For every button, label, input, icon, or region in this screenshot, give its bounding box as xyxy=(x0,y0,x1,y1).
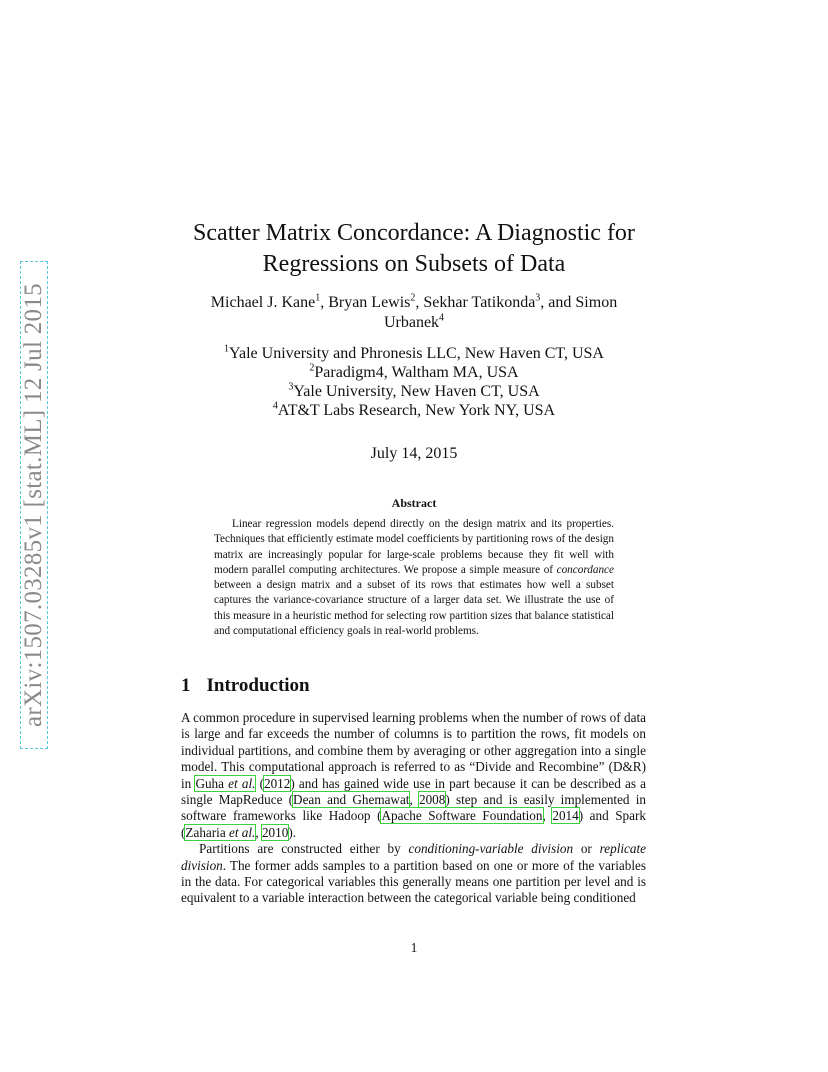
affiliation-line xyxy=(150,401,678,420)
citation-etal: et al. xyxy=(228,775,256,791)
title-line-1: Scatter Matrix Concordance: A Diagnostic for xyxy=(193,220,635,246)
paragraph-text: ) and has gained wide use in part because it can be described as a single MapReduce ( xyxy=(181,775,646,808)
author-separator: , xyxy=(320,294,329,311)
arxiv-stamp[interactable] xyxy=(21,262,47,748)
paragraph xyxy=(181,841,646,907)
abstract-text: Linear regression models depend directly on the design matrix and its properties. Techniques that efficiently estimate model coefficients by partitioning rows of the design matrix are increasingly popular for large-scale problems because they fit well with modern parallel computing architectures. We propose a simple measure of xyxy=(214,518,614,576)
affiliation-number: 1 xyxy=(224,343,230,355)
paragraph-text: or xyxy=(573,841,600,857)
author-affiliation-mark: 4 xyxy=(439,312,445,324)
affiliation-text: Yale University and Phronesis LLC, New Haven CT, USA xyxy=(229,345,604,362)
affiliation-line xyxy=(150,382,678,401)
author-separator: , and xyxy=(540,294,576,311)
paragraph-text: ) step and is easily implemented in software frameworks like Hadoop ( xyxy=(181,792,646,824)
abstract-body xyxy=(214,517,614,639)
affiliation-text: AT&T Labs Research, New York NY, USA xyxy=(277,402,556,419)
paragraph-text: ( xyxy=(255,775,264,791)
author-affiliation-mark: 2 xyxy=(410,292,416,304)
citation-year-link-guha[interactable]: 2012 xyxy=(263,775,291,791)
introduction-body xyxy=(181,710,646,907)
paragraph-text: , xyxy=(255,824,262,840)
affiliation-list xyxy=(150,344,678,420)
paragraph-text: , xyxy=(409,792,419,808)
title-line-2: Regressions on Subsets of Data xyxy=(262,251,566,277)
citation-year-link-apache[interactable]: 2014 xyxy=(552,808,579,824)
author-name: Sekhar Tatikonda xyxy=(423,294,536,311)
abstract-text: between a design matrix and a subset of its rows that estimates how well a subset captures the variance-covariance structure of a larger data set. We illustrate the use of this measure in a heuristic method for selecting row partition sizes that balance statistical and computational efficiency goals in real-world problems. xyxy=(214,579,614,638)
paragraph xyxy=(181,710,646,841)
abstract-emphasis: concordance xyxy=(556,563,614,576)
section-heading xyxy=(181,675,310,697)
arxiv-stamp-text: arXiv:1507.03285v1 [stat.ML] 12 Jul 2015 xyxy=(20,283,48,727)
paper-date: July 14, 2015 xyxy=(370,445,458,462)
paragraph-text: , xyxy=(542,808,553,824)
section-number: 1 xyxy=(181,675,191,696)
citation-link-dean-ghemawat[interactable]: Dean and Ghemawat xyxy=(293,792,410,808)
paragraph-text: ). xyxy=(288,824,297,840)
citation-year-link-zaharia[interactable]: 2010 xyxy=(261,824,289,840)
paragraph-text: . The former adds samples to a partition based on one or more of the variables in the data. For categorical variables this generally means one partition per level and is equivalent to a variable interaction between the categorical variable being conditioned xyxy=(181,857,646,906)
citation-link-apache[interactable]: Apache Software Foundation xyxy=(381,808,543,824)
affiliation-number: 3 xyxy=(288,381,294,393)
citation-year-link-dean-ghemawat[interactable]: 2008 xyxy=(418,792,446,808)
citation-author: Zaharia xyxy=(185,824,229,840)
affiliation-line xyxy=(150,363,678,382)
section-title: Introduction xyxy=(206,675,310,696)
affiliation-text: Paradigm4, Waltham MA, USA xyxy=(314,364,519,381)
paragraph-text: A common procedure in supervised learning problems when the number of rows of data is large and far exceeds the number of columns is to partition the rows, fit models on individual partitions, and combine them by averaging or other aggregation into a single model. This computational approach is referred to as “Divide and Recombine” (D&R) in xyxy=(181,710,646,791)
author-affiliation-mark: 3 xyxy=(535,292,541,304)
page-number: 1 xyxy=(410,940,418,955)
abstract-heading: Abstract xyxy=(391,496,437,510)
paragraph-emphasis: replicate division xyxy=(181,841,646,873)
affiliation-line xyxy=(150,344,678,363)
paper-title xyxy=(150,218,678,280)
paragraph-emphasis: conditioning-variable division xyxy=(408,841,574,857)
author-list xyxy=(190,293,638,333)
affiliation-number: 2 xyxy=(309,362,315,374)
author-name: Michael J. Kane xyxy=(210,294,316,311)
author-separator: , xyxy=(415,294,424,311)
author-name: Simon Urbanek xyxy=(383,294,618,331)
paragraph-text: Partitions are constructed either by xyxy=(199,841,409,857)
affiliation-text: Yale University, New Haven CT, USA xyxy=(293,383,540,400)
paragraph-text: ) and Spark ( xyxy=(181,808,646,840)
citation-link-zaharia[interactable] xyxy=(185,825,255,840)
author-affiliation-mark: 1 xyxy=(315,292,321,304)
affiliation-number: 4 xyxy=(272,400,278,412)
citation-author: Guha xyxy=(195,775,229,791)
citation-etal: et al. xyxy=(228,824,256,840)
citation-link-guha[interactable] xyxy=(195,776,255,791)
author-name: Bryan Lewis xyxy=(328,294,411,311)
